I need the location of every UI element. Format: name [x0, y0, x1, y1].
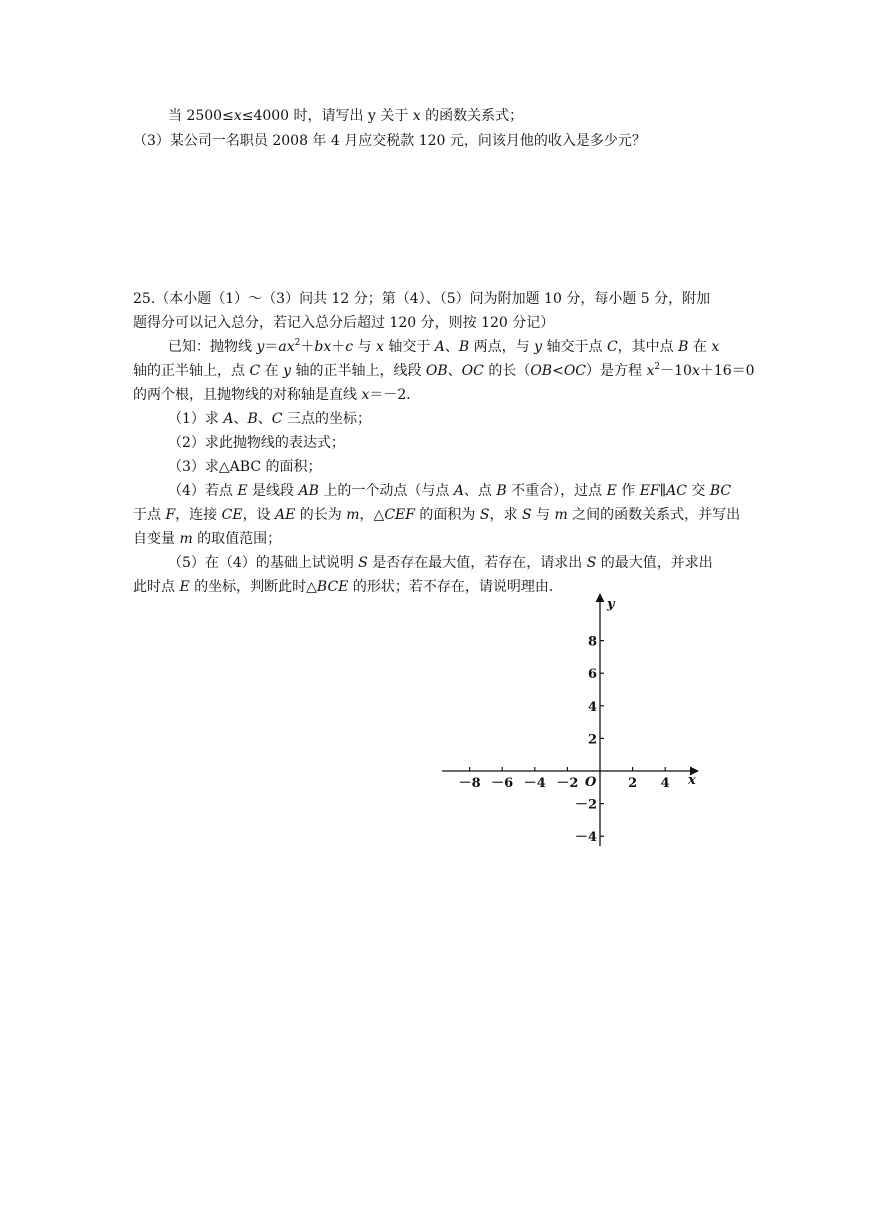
q25-header-1: 25.（本小题（1）～（3）问共 12 分；第（4）、（5）问为附加题 10 分，每小题 5 分，附加 — [133, 291, 711, 307]
coordinate-plane-figure — [440, 588, 702, 850]
y-tick-label: 2 — [587, 732, 597, 748]
y-tick-label: －2 — [574, 797, 597, 813]
y-tick-label: －4 — [574, 830, 597, 846]
q25-sub-5-b: 此时点 E 的坐标，判断此时△BCE 的形状；若不存在，请说明理由． — [133, 579, 563, 595]
y-tick-label: 8 — [587, 634, 597, 650]
x-tick-label: －2 — [556, 776, 579, 791]
q25-sub-4-a: （4）若点 E 是线段 AB 上的一个动点（与点 A、点 B 不重合），过点 E 作 EF∥AC 交 BC — [168, 483, 732, 499]
q24-line-a: 当 2500≤x≤4000 时，请写出 y 关于 x 的函数关系式； — [168, 108, 524, 124]
x-tick-label: －6 — [491, 776, 514, 791]
q25-sub-1: （1）求 A、B、C 三点的坐标； — [168, 411, 371, 427]
q24-line-b: （3）某公司一名职员 2008 年 4 月应交税款 120 元，问该月他的收入是多少元？ — [133, 133, 646, 149]
y-tick-label: 4 — [587, 699, 597, 715]
q25-known-3: 的两个根，且抛物线的对称轴是直线 x＝－2． — [133, 387, 421, 403]
x-tick-label: 2 — [628, 776, 638, 791]
x-tick-label: －4 — [523, 776, 546, 791]
x-tick-label: －8 — [458, 776, 481, 791]
x-axis-label: x — [688, 773, 696, 788]
q25-sub-3: （3）求△ABC 的面积； — [168, 459, 322, 475]
q25-sub-4-c: 自变量 m 的取值范围； — [133, 531, 282, 547]
q25-known-1: 已知：抛物线 $y=ax^2+bx+c$ 与 x 轴交于 A、B 两点，与 y 轴交于点 C，其中点 B 在 x — [168, 338, 720, 355]
x-tick-label: 4 — [660, 776, 670, 791]
q25-header-2: 题得分可以记入总分，若记入总分后超过 120 分，则按 120 分记） — [133, 315, 555, 331]
y-tick-label: 6 — [587, 667, 597, 683]
q25-sub-2: （2）求此抛物线的表达式； — [168, 435, 345, 451]
q25-known-2: 轴的正半轴上，点 C 在 y 轴的正半轴上，线段 OB、OC 的长（OB<OC）是方程 $x^2-10x+16=0$ — [133, 362, 755, 379]
q25-sub-5-a: （5）在（4）的基础上试说明 S 是否存在最大值，若存在，请求出 S 的最大值，并求出 — [168, 555, 713, 571]
origin-label: O — [585, 775, 597, 790]
q25-sub-4-b: 于点 F，连接 CE，设 AE 的长为 m，△CEF 的面积为 S，求 S 与 m 之间的函数关系式，并写出 — [133, 507, 741, 523]
y-axis-label: y — [607, 597, 615, 612]
